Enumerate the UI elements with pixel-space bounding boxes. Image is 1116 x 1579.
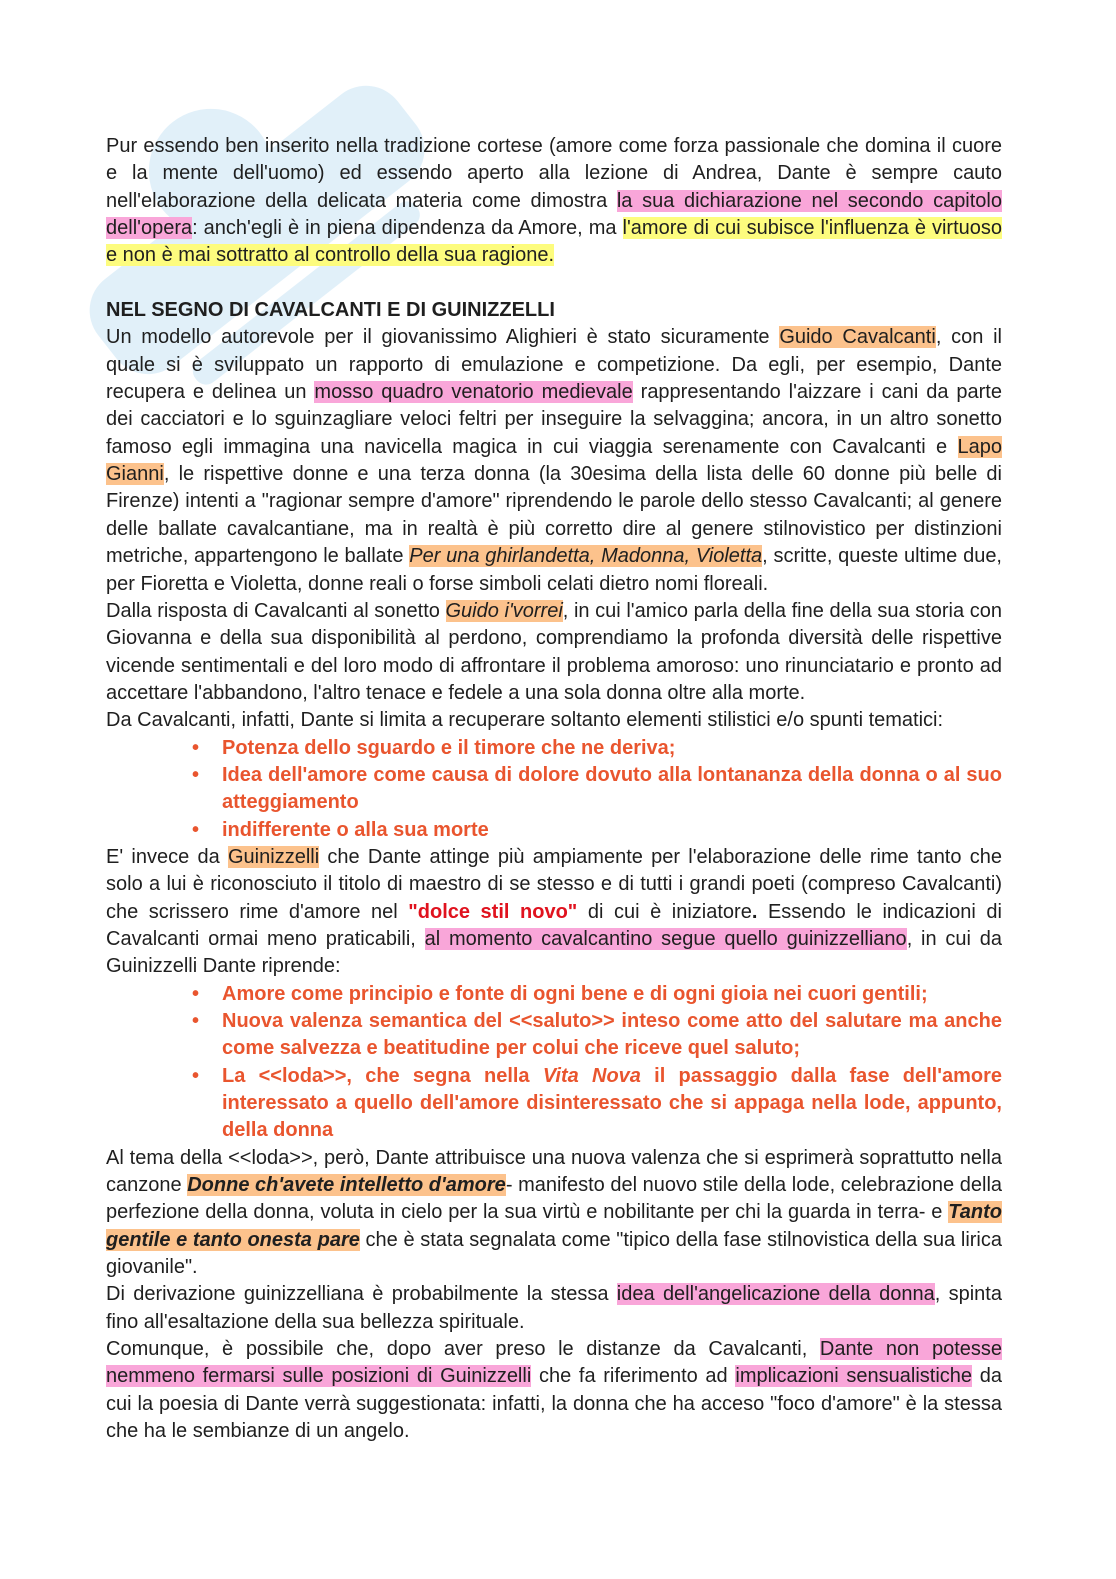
list-item-text: il passaggio dalla fase dell'amore interessato a quello dell'amore disinteressato che si appaga nella lode, appunto, della donna	[222, 1064, 1003, 1142]
highlight-pink: Dante non potesse nemmeno fermarsi sulle posizioni di Guinizzelli	[106, 1338, 1003, 1388]
list-item-text: La <<loda>>, che segna nella	[222, 1064, 543, 1087]
text: Al tema della <<loda>>, però, Dante attribuisce una nuova valenza che si esprimerà soprattutto nella canzone	[106, 1146, 1002, 1197]
list-item	[192, 762, 1002, 817]
highlight-orange-title: Per una ghirlandetta, Madonna, Violetta	[409, 545, 763, 568]
text: E' invece da	[106, 845, 228, 868]
paragraph-cavalcanti-model	[106, 324, 1002, 597]
bullet-icon: •	[192, 818, 200, 841]
text: , le rispettive donne e una terza donna (la 30esima della lista delle 60 donne più belle di Firenze) intenti a "ragionar sempre d'amore" riprendendo le parole dello stesso Cavalcanti; al genere delle ballate cavalcantiane, ma in realtà è più corretto dire al genere stilnovistico per distinzioni metriche, appartengono le ballate	[106, 463, 1002, 568]
highlight-orange: Lapo Gianni	[106, 435, 1002, 486]
text: Dalla risposta di Cavalcanti al sonetto	[106, 599, 446, 622]
paragraph-loda	[106, 1145, 1002, 1282]
list-item	[192, 735, 1002, 762]
text: di cui è iniziatore	[577, 900, 752, 923]
highlight-pink: la sua dichiarazione nel secondo capitolo dell'opera	[106, 189, 1003, 240]
bullet-icon: •	[192, 763, 200, 786]
bullet-icon: •	[192, 736, 200, 759]
text: Comunque, è possibile che, dopo aver preso le distanze da Cavalcanti,	[106, 1338, 820, 1361]
list-item	[192, 817, 1002, 844]
list-item-title: Vita Nova	[542, 1064, 641, 1087]
text: , in cui l'amico parla della fine della sua storia con Giovanna e della sua disponibilità al perdono, comprendiamo la profonda diversità delle rispettive vicende sentimentali e del loro modo di affrontare il problema amoroso: uno rinunciatario e pronto ad accettare l'abbandono, l'altro tenace e fedele a una sola donna oltre alla morte.	[106, 599, 1003, 704]
text: , spinta fino all'esaltazione della sua bellezza spirituale.	[106, 1283, 1002, 1333]
list-item-text: Nuova valenza semantica del <<saluto>> inteso come atto del salutare ma anche come salvezza e beatitudine per colui che riceve quel saluto;	[222, 1010, 1002, 1060]
text-bold: .	[751, 900, 758, 923]
paragraph-guido-ivorrei	[106, 598, 1002, 707]
paragraph-guinizzelli	[106, 844, 1002, 981]
list-item-text: Amore come principio e fonte di ogni bene e di ogni gioia nei cuori gentili;	[222, 982, 928, 1005]
highlight-pink: implicazioni sensualistiche	[735, 1365, 973, 1388]
text: da cui la poesia di Dante verrà suggestionata: infatti, la donna che ha acceso "foco d'amore" è la stessa che ha le sembianze di un angelo.	[106, 1365, 1002, 1443]
bullet-icon: •	[192, 1010, 200, 1032]
highlight-orange-title: Donne ch'avete intelletto d'amore	[187, 1174, 506, 1197]
text: rappresentando l'aizzare i cani da parte dei cacciatori e lo sguinzagliare veloci feltri per inseguire la selvaggina; ancora, in un altro sonetto famoso egli immagina una navicella magica in cui viaggia serenamente con Cavalcanti e	[106, 381, 1002, 458]
list-item-text: Potenza dello sguardo e il timore che ne deriva;	[222, 736, 676, 759]
text: Un modello autorevole per il giovanissimo Alighieri è stato sicuramente	[106, 326, 780, 349]
text: Pur essendo ben inserito nella tradizione cortese (amore come forza passionale che domina il cuore e la mente dell'uomo) ed essendo aperto alla lezione di Andrea, Dante è sempre cauto nell'elaborazione della delicata materia come dimostra	[106, 135, 1002, 212]
bullet-icon: •	[192, 1064, 200, 1087]
bullet-icon: •	[192, 982, 200, 1005]
highlight-pink: idea dell'angelicazione della donna	[616, 1283, 935, 1306]
text: , con il quale si è sviluppato un rapporto di emulazione e competizione. Da egli, per esempio, Dante recupera e delinea un	[106, 326, 1002, 404]
list-item	[192, 1008, 1002, 1063]
highlight-pink: al momento cavalcantino segue quello guinizzelliano	[424, 927, 907, 950]
highlight-orange-title: Guido i'vorrei	[445, 599, 563, 622]
list-guinizzelli-elements	[106, 981, 1002, 1145]
list-item	[192, 1063, 1003, 1145]
text: , scritte, queste ultime due, per Fioretta e Violetta, donne reali o forse simboli celati dietro nomi floreali.	[106, 545, 1002, 595]
document-page	[106, 133, 1002, 1446]
text: che è stata segnalata come "tipico della fase stilnovistica della sua lirica giovanile".	[106, 1228, 1003, 1279]
list-item-text: Idea dell'amore come causa di dolore dovuto alla lontananza della donna o al suo atteggiamento	[222, 763, 1002, 814]
text: , in cui da Guinizzelli Dante riprende:	[106, 927, 1003, 978]
paragraph-intro	[106, 133, 1002, 270]
text: : anch'egli è in piena dipendenza da Amore, ma	[192, 217, 623, 240]
paragraph-cavalcanti-elements: Da Cavalcanti, infatti, Dante si limita a recuperare soltanto elementi stilistici e/o spunti tematici:	[106, 709, 944, 732]
highlight-yellow: l'amore di cui subisce l'influenza è virtuoso e non è mai sottratto al controllo della sua ragione.	[106, 217, 1002, 267]
text: Essendo le indicazioni di Cavalcanti ormai meno praticabili,	[106, 900, 1002, 950]
text: che Dante attinge più ampiamente per l'elaborazione delle rime tanto che solo a lui è riconosciuto il titolo di maestro di se stesso e di tutti i grandi poeti (compreso Cavalcanti) che scrissero rime d'amore nel	[106, 845, 1002, 923]
list-item	[192, 981, 1002, 1008]
text: che fa riferimento ad	[531, 1365, 736, 1388]
paragraph-conclusion	[106, 1336, 1002, 1445]
highlight-pink: mosso quadro venatorio medievale	[314, 381, 633, 404]
list-cavalcanti-elements	[106, 735, 1002, 844]
emphasis-dolce-stil-novo: "dolce stil novo"	[408, 900, 578, 923]
paragraph-angelicazione	[106, 1281, 1002, 1336]
list-item-text: indifferente o alla sua morte	[222, 818, 489, 841]
highlight-orange: Guido Cavalcanti	[779, 326, 936, 349]
text: Di derivazione guinizzelliana è probabilmente la stessa	[106, 1283, 617, 1306]
section-heading: NEL SEGNO DI CAVALCANTI E DI GUINIZZELLI	[106, 299, 555, 322]
highlight-orange: Guinizzelli	[228, 845, 320, 868]
highlight-orange-title: Tanto gentile e tanto onesta pare	[106, 1201, 1002, 1251]
text: - manifesto del nuovo stile della lode, celebrazione della perfezione della donna, voluta in cielo per la sua virtù e nobilitante per chi la guarda in terra- e	[106, 1174, 1003, 1224]
